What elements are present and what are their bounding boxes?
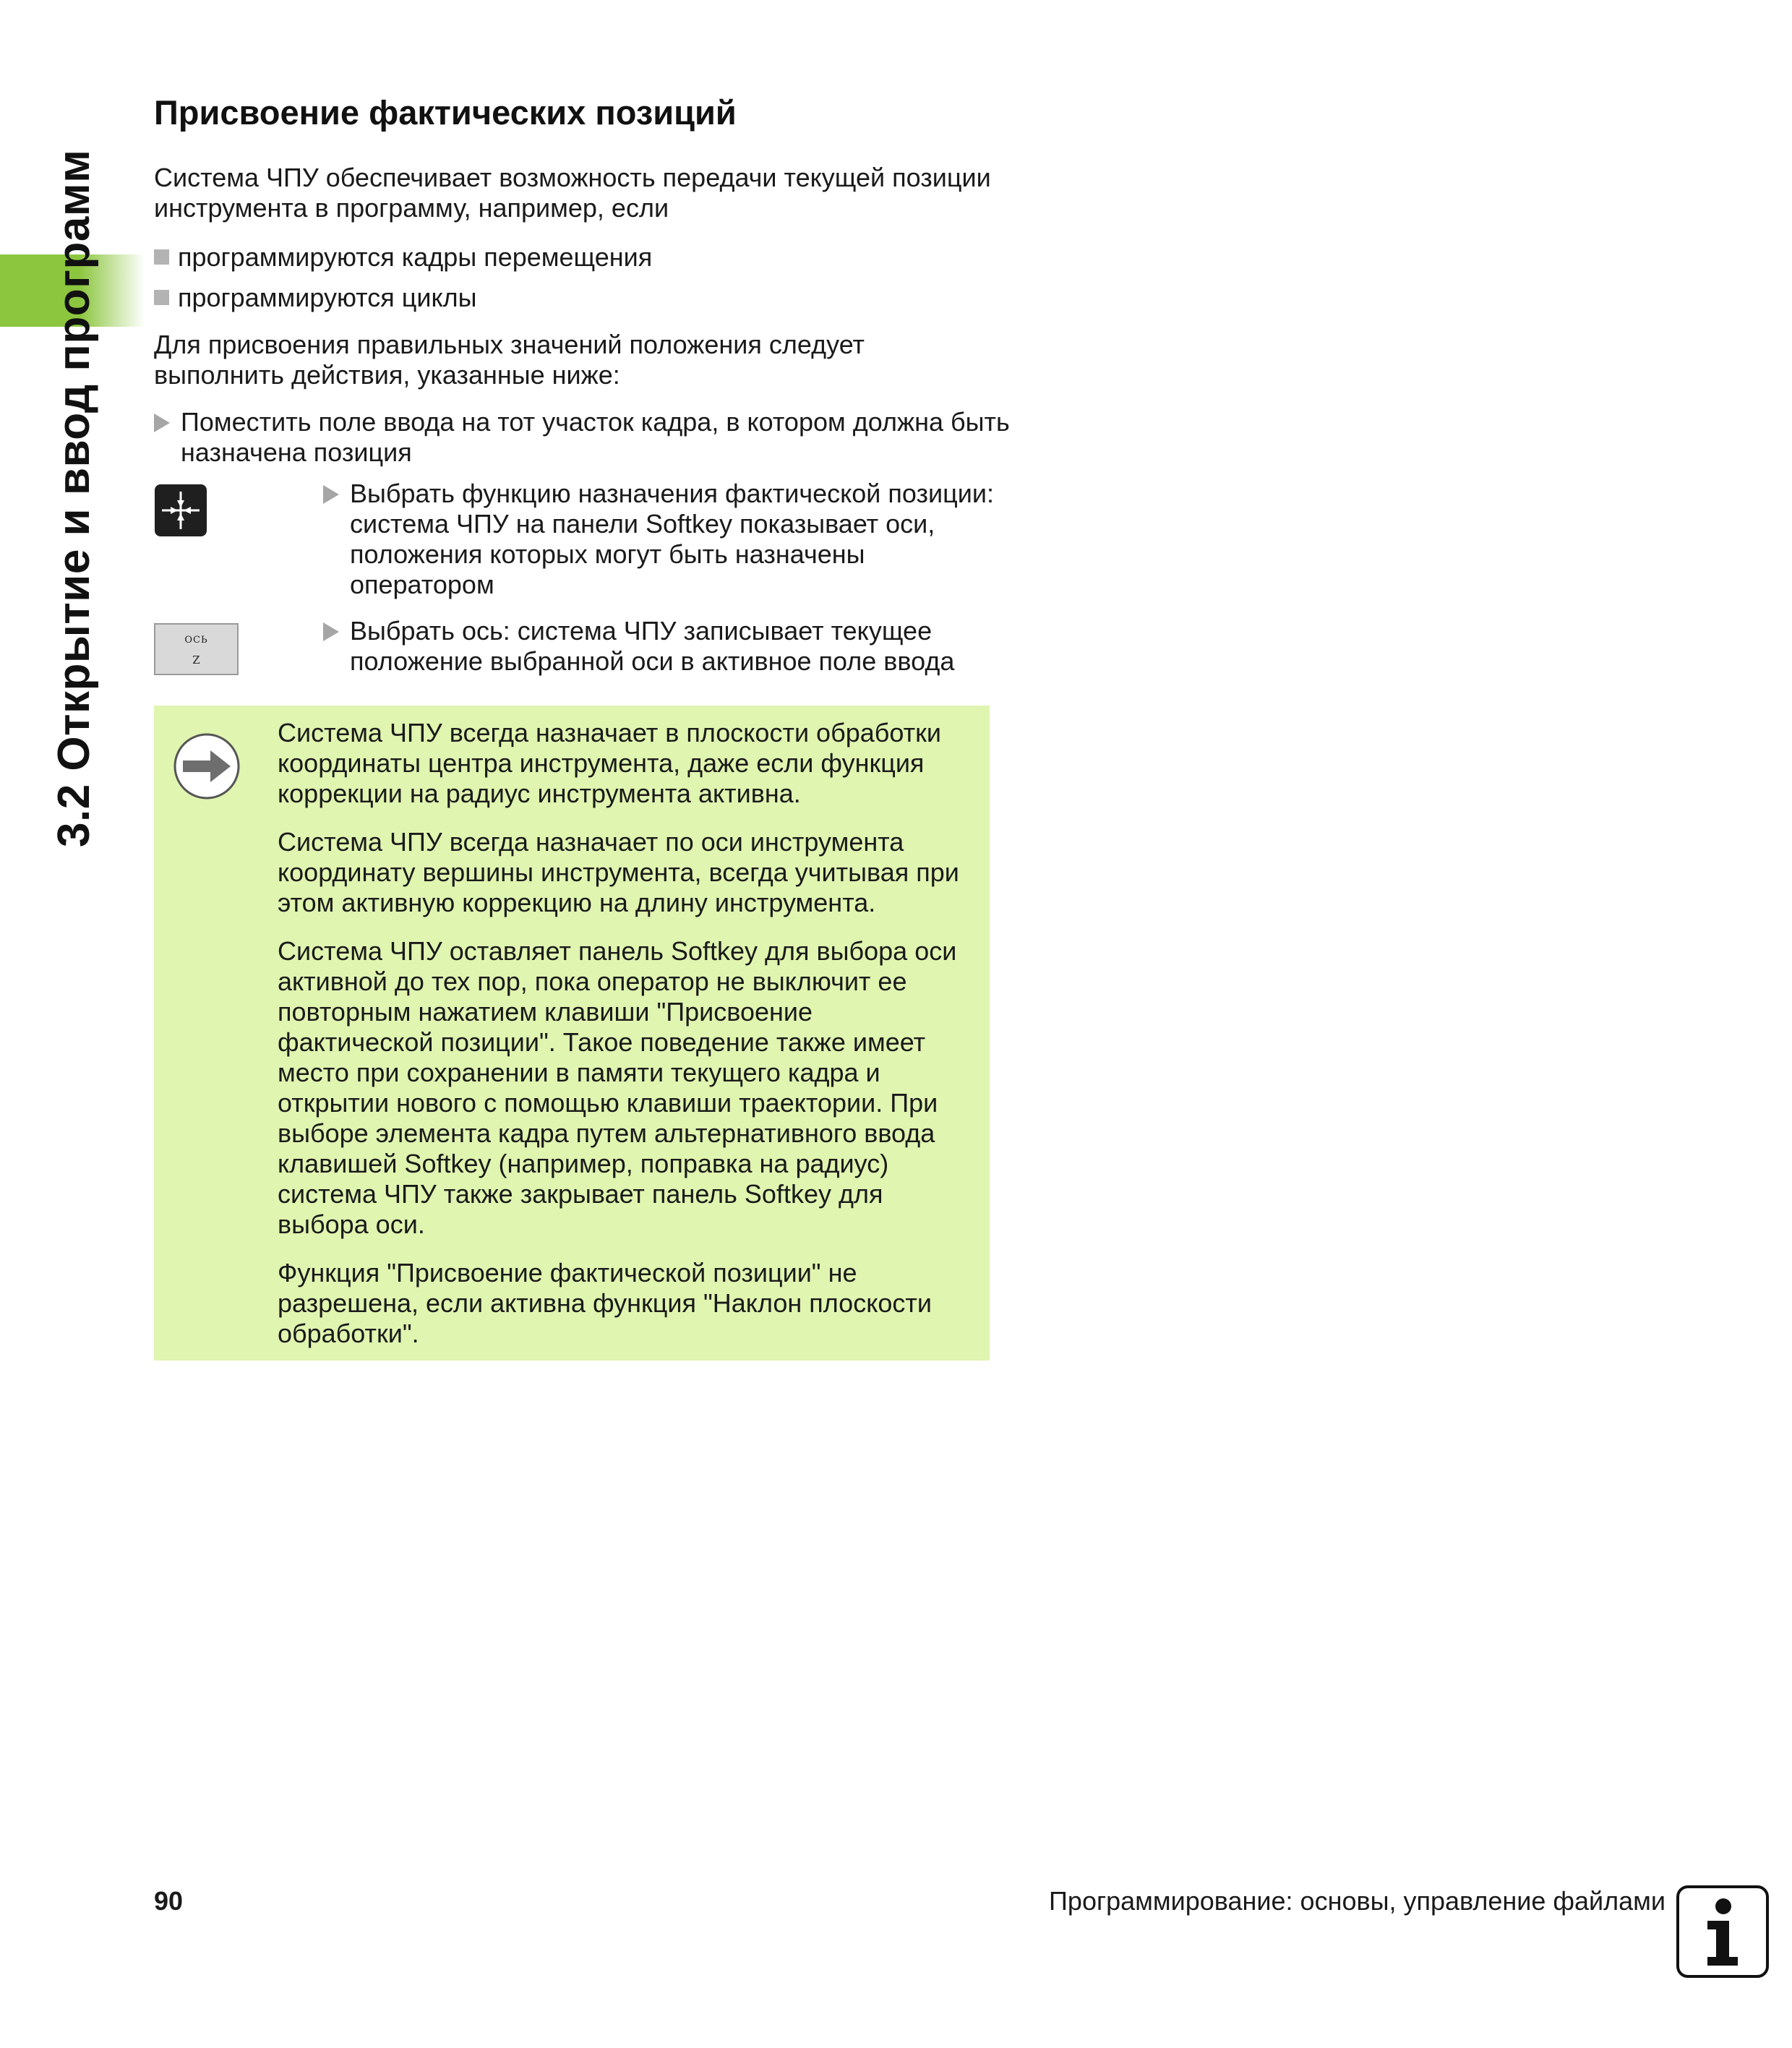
note-paragraph: Система ЧПУ оставляет панель Softkey для выбора оси активной до тех пор, пока оператор не выключит ее повторным нажатием клавиши "Присвоение фактической позиции". Такое поведение также имеет место при сохранении в памяти текущего кадра и открытии нового с помощью клавиши траектории. При выборе элемента кадра путем альтернативного ввода клавишей Softkey (например, поправка на радиус) система ЧПУ также закрывает панель Softkey для выбора оси. xyxy=(278,936,957,1239)
note-paragraph: Функция "Присвоение фактической позиции" не разрешена, если активна функция "Наклон плоскости обработки". xyxy=(278,1258,932,1348)
instructions-paragraph: Для присвоения правильных значений положения следует выполнить действия, указанные ниже: xyxy=(154,330,865,390)
list-item xyxy=(154,283,993,313)
note-paragraph: Система ЧПУ всегда назначает по оси инструмента координату вершины инструмента, всегда учитывая при этом активную коррекцию на длину инструмента. xyxy=(278,827,959,917)
book-title: Программирование: основы, управление файлами xyxy=(1049,1886,1665,1916)
step-text: Выбрать ось: система ЧПУ записывает текущее положение выбранной оси в активное поле ввода xyxy=(350,616,955,676)
step-text: Поместить поле ввода на тот участок кадра, в котором должна быть назначена позиция xyxy=(181,407,1010,467)
square-bullet-icon xyxy=(154,249,169,265)
note-text xyxy=(278,718,975,1367)
note-paragraph: Система ЧПУ всегда назначает в плоскости обработки координаты центра инструмента, даже если функция коррекции на радиус инструмента активна. xyxy=(278,718,941,808)
square-bullet-icon xyxy=(154,290,169,305)
list-item-text: программируются циклы xyxy=(178,283,477,312)
arrow-right-circle-icon xyxy=(173,732,241,800)
intro-paragraph: Система ЧПУ обеспечивает возможность передачи текущей позиции инструмента в программу, например, если xyxy=(154,163,991,223)
list-item-text: программируются кадры перемещения xyxy=(178,242,653,272)
list-item xyxy=(154,242,993,273)
section-title: Присвоение фактических позиций xyxy=(154,93,737,132)
triangle-bullet-icon xyxy=(154,414,170,432)
actual-position-key-icon xyxy=(155,484,207,536)
triangle-bullet-icon xyxy=(323,622,339,641)
softkey-label-bottom: Z xyxy=(192,654,200,667)
axis-z-softkey[interactable] xyxy=(154,623,239,675)
triangle-bullet-icon xyxy=(323,485,339,504)
info-icon xyxy=(1676,1885,1770,1979)
step-text: Выбрать функцию назначения фактической позиции: система ЧПУ на панели Softkey показывает оси, положения которых могут быть назначены оператором xyxy=(350,479,994,599)
softkey-label-top: ОСЬ xyxy=(184,635,208,646)
page-number: 90 xyxy=(154,1886,184,1916)
chapter-title: 3.2 Открытие и ввод программ xyxy=(49,149,99,847)
